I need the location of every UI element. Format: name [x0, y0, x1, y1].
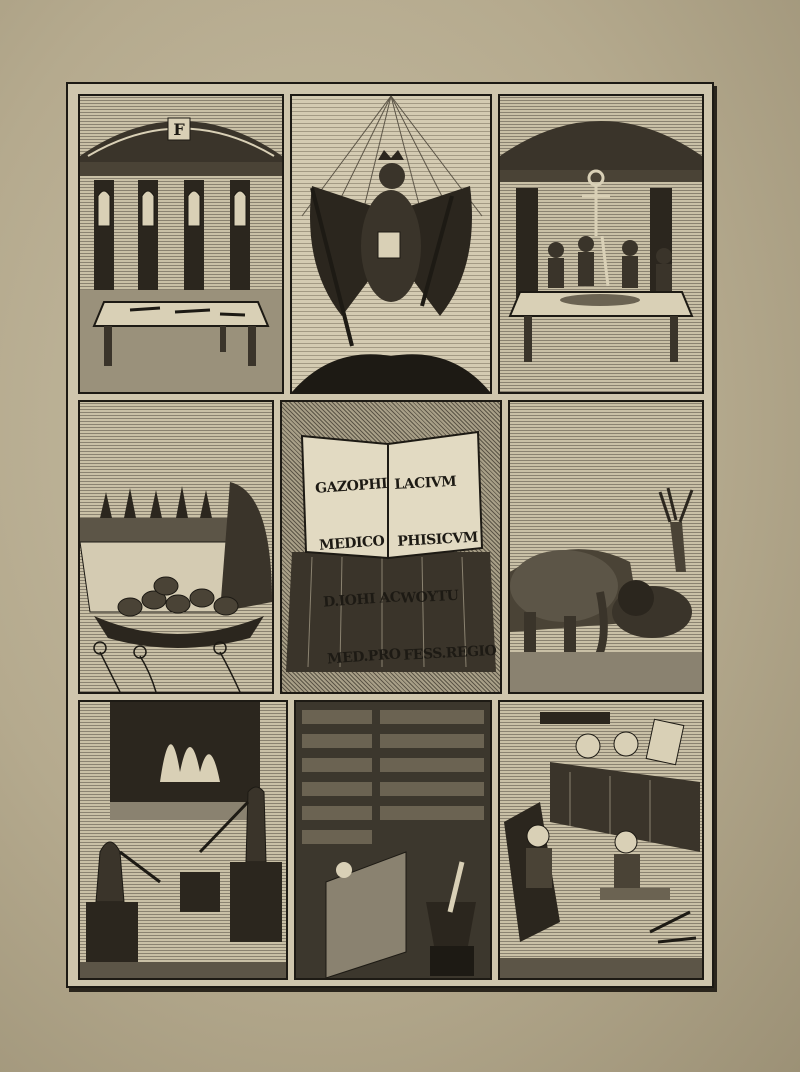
apothecary-drawing	[296, 702, 490, 978]
panel-apothecary	[294, 700, 492, 980]
panel-sickroom	[498, 700, 704, 980]
crest-letter: F	[173, 120, 185, 139]
herb-garden-drawing	[80, 402, 272, 692]
eagle-drawing	[292, 96, 490, 392]
anatomy-lesson-drawing	[500, 96, 702, 392]
book-line: FESS.REGIO	[402, 642, 497, 664]
panel-herb-garden	[78, 400, 274, 694]
book-line: PHISICVM	[397, 529, 479, 550]
panel-anatomy-lesson	[498, 94, 704, 394]
book-line: GAZOPHI	[314, 475, 388, 497]
book-line: WOYTU	[400, 587, 459, 607]
panel-crowned-eagle	[290, 94, 492, 394]
panel-distillery	[78, 700, 288, 980]
anatomy-hall-drawing	[80, 96, 282, 392]
panel-animals	[508, 400, 704, 694]
book-line: MED.PRO	[326, 646, 402, 668]
panel-open-book	[280, 400, 502, 694]
book-line: D.IOHI AC	[322, 589, 402, 611]
distillery-drawing	[80, 702, 286, 978]
animals-drawing	[510, 402, 702, 692]
book-line: LACIVM	[394, 473, 457, 493]
sickroom-drawing	[500, 702, 702, 978]
panel-empty-anatomy-hall	[78, 94, 284, 394]
book-line: MEDICO	[318, 533, 385, 554]
engraving-plate	[66, 82, 714, 988]
